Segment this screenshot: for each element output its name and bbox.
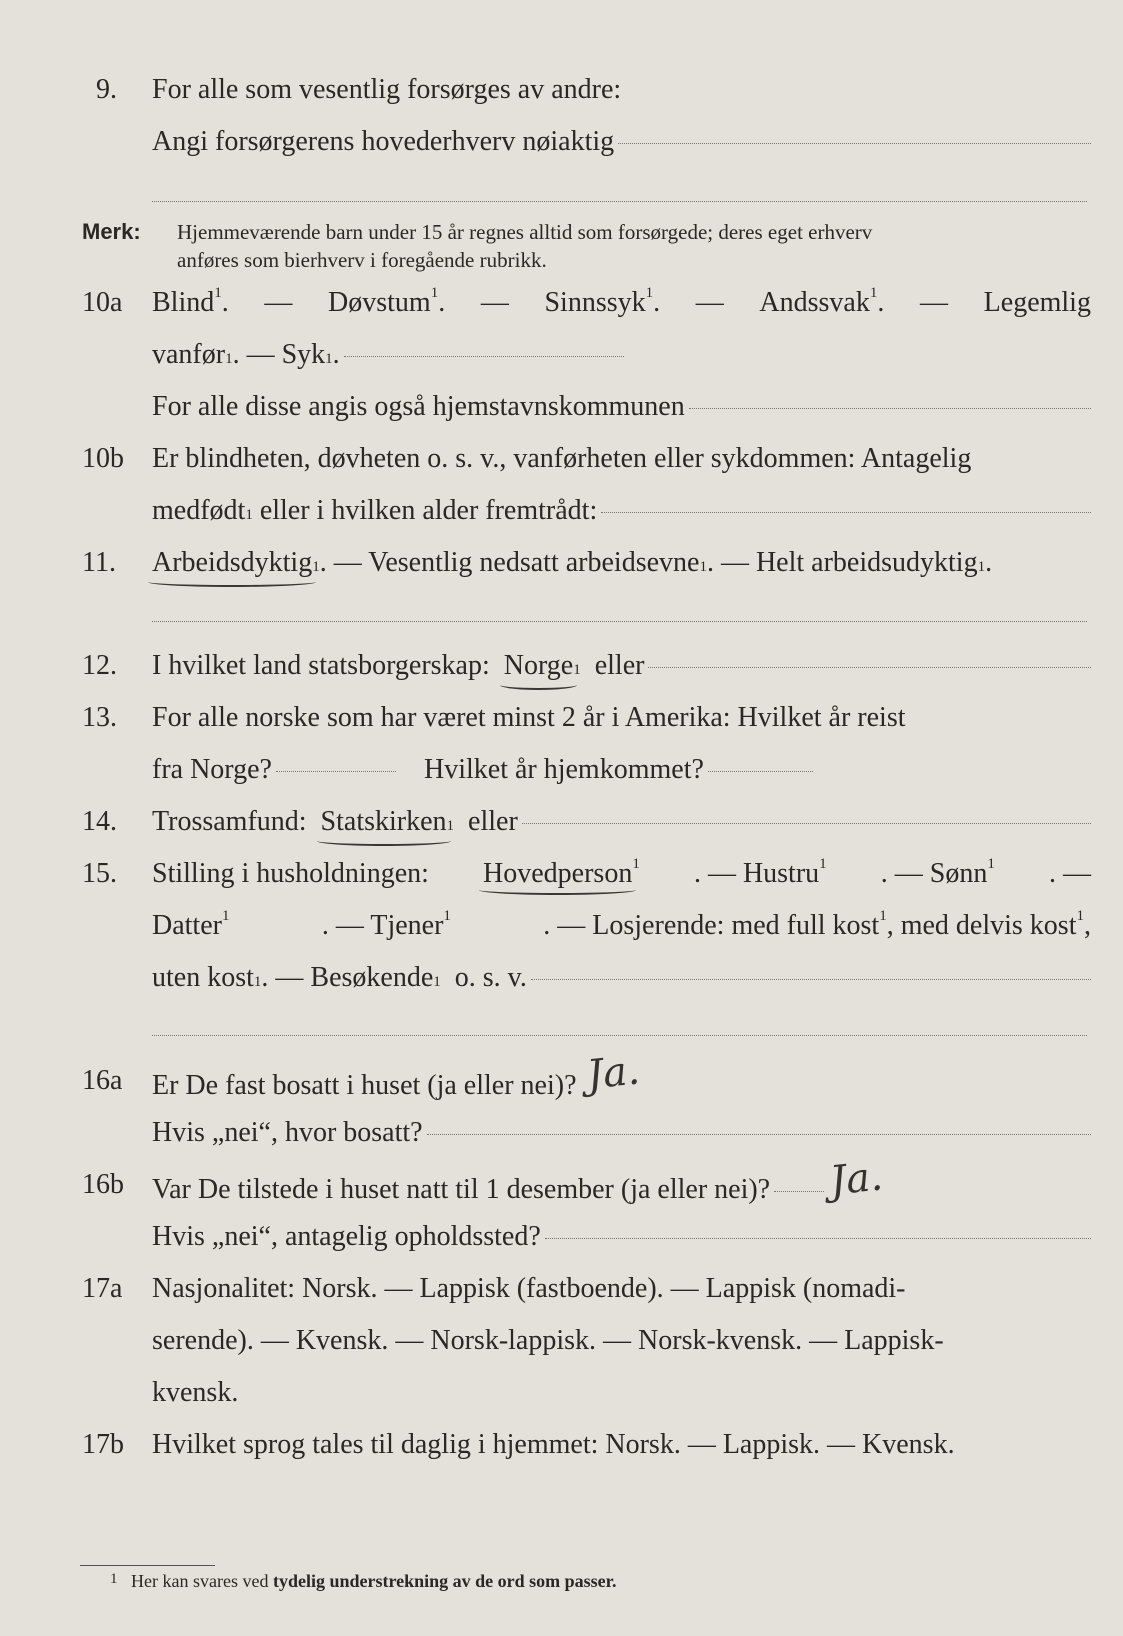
sup: 1 xyxy=(879,908,887,924)
q13-hjemkommet-line[interactable] xyxy=(708,770,813,772)
q10a-number: 10a xyxy=(82,287,123,318)
sup: 1 xyxy=(1076,908,1084,924)
q11-number: 11. xyxy=(82,547,116,578)
q16b-number: 16b xyxy=(82,1169,124,1200)
q13-number: 13. xyxy=(82,702,117,733)
sup: 1 xyxy=(632,856,640,872)
q10a-options xyxy=(152,285,1091,321)
q15-hovedperson[interactable]: Hovedperson xyxy=(483,858,633,889)
q16a-line1: Er De fast bosatt i huset (ja eller nei)? xyxy=(152,1070,577,1101)
q10a-syk[interactable]: — Syk xyxy=(246,339,326,370)
sup: 1 xyxy=(819,856,827,872)
merk-line2: anføres som bierhverv i foregående rubrikk. xyxy=(177,248,547,272)
q16a-answer-line[interactable] xyxy=(427,1133,1091,1135)
q15-sonn[interactable]: . — Sønn xyxy=(880,858,988,889)
q12-answer-line[interactable] xyxy=(648,666,1091,668)
q10a-dash: — xyxy=(695,287,724,318)
q15-besokende[interactable]: . — Besøkende xyxy=(261,962,434,993)
q10a-dash: — xyxy=(480,287,509,318)
q10b-medfodt[interactable]: medfødt xyxy=(152,495,246,526)
q10a-option: Blind$^1$. xyxy=(152,285,229,318)
footnote-rule xyxy=(80,1565,215,1567)
q10a-option: Døvstum$^1$. xyxy=(328,285,446,318)
q17a-line3: kvensk. xyxy=(152,1377,239,1408)
q17b-number: 17b xyxy=(82,1429,124,1460)
sup: 1 xyxy=(987,856,995,872)
q15-delvis-kost[interactable]: , med delvis kost xyxy=(886,910,1077,941)
sup: 1 xyxy=(225,351,233,367)
footnote-text-b: tydelig understrekning av de ord som passer. xyxy=(272,1571,617,1591)
q9-number: 9. xyxy=(96,74,117,105)
q15-full-kost[interactable]: . — Losjerende: med full kost xyxy=(543,910,880,941)
q11-answer-line[interactable] xyxy=(152,620,1087,622)
q10a-option xyxy=(984,285,1091,321)
q16a-number: 16a xyxy=(82,1065,123,1096)
q9-answer-line-2[interactable] xyxy=(152,200,1087,202)
sup: 1 xyxy=(869,285,878,301)
merk-line1: Hjemmeværende barn under 15 år regnes alltid som forsørgede; deres eget erhverv xyxy=(177,220,873,244)
sup: 1 xyxy=(214,285,222,301)
footnote-text-a: Her kan svares ved xyxy=(131,1571,269,1591)
q12-eller: eller xyxy=(594,650,645,681)
q13-hjemkommet-label: Hvilket år hjemkommet? xyxy=(423,754,704,785)
q10a-dash: — xyxy=(264,287,293,318)
q10a-option: Sinnssyk$^1$. xyxy=(544,285,661,318)
q10a-option: Andssvak$^1$. xyxy=(759,285,885,318)
q16a-handwritten-answer[interactable]: Ja. xyxy=(584,1047,642,1099)
sup: 1 xyxy=(977,559,986,575)
sup: 1 xyxy=(443,908,451,924)
sup: 1 xyxy=(325,351,333,367)
q14-answer-line[interactable] xyxy=(522,822,1091,824)
q17b-line1: Hvilket sprog tales til daglig i hjemmet: Norsk. — Lappisk. — Kvensk. xyxy=(152,1429,955,1460)
q10a-option-blind[interactable]: Blind xyxy=(152,287,215,318)
sup: 1 xyxy=(221,908,230,924)
q13-line1: For alle norske som har været minst 2 år i Amerika: Hvilket år reist xyxy=(152,702,906,733)
q17a-line1: Nasjonalitet: Norsk. — Lappisk (fastboende). — Lappisk (nomadi- xyxy=(152,1273,906,1304)
q12-number: 12. xyxy=(82,650,117,681)
census-form-page: 9. For alle som vesentlig forsørges av andre: Angi forsørgerens hovederhverv nøiaktig Merk: Hjemmeværende barn under 15 år regnes alltid som forsørgede; deres eget erhverv anføres som bierhverv i foregående rubrikk. 10a Blind$^1$. — Døvstum$^1$. — Sinnssyk$^1$. — Andssvak$^1$. — Legemlig vanfør 1 . — Syk 1 . For alle disse angis også hjemstavnskommunen 10b Er blindheten, døvheten o. s. v., vanførheten eller sykdommen: Antagelig medfødt 1 eller i hvilken alder fremtrådt: 11. Arbeidsdyktig 1 . — Vesentlig nedsatt arbeidsevne 1 . — Helt arbeidsudyktig 1 . 12. I hvilket land statsborgerskap: Norge 1 eller 13. For alle norske som har været minst 2 år i Amerika: Hvilket år reist fra Norge? Hvilket år hjemkommet? 14. Trossamfund: Statskirken 1 eller 15. Stilling i husholdningen: Hovedperson$^1$ . — Hustru$^1$ . — Sønn$^1$ . — Datter$^1$ . — Tjener$^1$ . — Losjerende: med full kost$^1$, med delvis kost$^1$, uten kost 1 . — Besøkende 1 o. s. v. 16a Er De fast bosatt i huset (ja eller nei)? Ja. Hvis „nei“, hvor bosatt? 16b Var De tilstede i huset natt til 1 desember (ja eller nei)? Ja. Hvis „nei“, antagelig opholdssted? 17a Nasjonalitet: Norsk. — Lappisk (fastboende). — Lappisk (nomadi- serende). — Kvensk. — Norsk-lappisk. — Norsk-kvensk. — Lappisk- kvensk. 17b Hvilket sprog tales til daglig i hjemmet: Norsk. — Lappisk. — Kvensk. $^1$ Her kan svares ved tydelig understrekning av de ord som passer. xyxy=(82,74,1091,1591)
q9-answer-line[interactable] xyxy=(618,142,1091,144)
q9-line1: For alle som vesentlig forsørges av andre: xyxy=(152,74,622,105)
q10a-dash: — xyxy=(920,287,949,318)
q10a-hjemstavn-line[interactable] xyxy=(689,407,1091,409)
q15-label: Stilling i husholdningen: xyxy=(152,858,429,889)
q15-datter[interactable]: Datter xyxy=(152,910,222,941)
sup: 1 xyxy=(245,507,253,523)
sup: 1 xyxy=(446,818,455,834)
q14-eller: eller xyxy=(468,806,518,837)
q16b-opholdssted-line[interactable] xyxy=(545,1237,1091,1239)
footnote xyxy=(110,1571,617,1592)
q10a-option-legemlig[interactable]: Legemlig xyxy=(983,287,1091,318)
q10a-option-sinnssyk[interactable]: Sinnssyk xyxy=(544,287,646,318)
q10a-option-døvstum[interactable]: Døvstum xyxy=(328,287,431,318)
sup: 1 xyxy=(430,285,439,301)
sup: 1 xyxy=(699,559,707,575)
q11-udyktig[interactable]: . — Helt arbeidsudyktig xyxy=(706,547,978,578)
q15-dash: . — xyxy=(1048,858,1091,889)
q10a-answer-line[interactable] xyxy=(344,355,624,357)
q10b-number: 10b xyxy=(82,443,124,474)
q17a-number: 17a xyxy=(82,1273,123,1304)
sup: 1 xyxy=(312,559,320,575)
q10b-line2: eller i hvilken alder fremtrådt: xyxy=(259,495,598,526)
q17a-line2: serende). — Kvensk. — Norsk-lappisk. — Norsk-kvensk. — Lappisk- xyxy=(152,1325,944,1356)
q15-answer-line[interactable] xyxy=(531,978,1091,980)
q15-comma: , xyxy=(1083,910,1091,941)
q16a-line2: Hvis „nei“, hvor bosatt? xyxy=(152,1117,423,1148)
q13-reist-label: fra Norge? xyxy=(152,754,272,785)
q15-answer-line-2[interactable] xyxy=(152,1034,1087,1036)
q10a-vanfor[interactable]: vanfør xyxy=(152,339,226,370)
sup: 1 xyxy=(253,974,262,990)
q16b-line1: Var De tilstede i huset natt til 1 desember (ja eller nei)? xyxy=(152,1174,771,1205)
footnote-mark: 1 xyxy=(110,1571,118,1587)
q12-label: I hvilket land statsborgerskap: xyxy=(152,650,490,681)
q15-uten-kost[interactable]: uten kost xyxy=(152,962,254,993)
merk-label: Merk: xyxy=(82,219,141,244)
q13-reist-line[interactable] xyxy=(276,770,396,772)
sup: 1 xyxy=(645,285,654,301)
sup: 1 xyxy=(573,662,581,678)
q14-label: Trossamfund: xyxy=(152,806,307,837)
sup: 1 xyxy=(433,974,441,990)
q11-nedsatt[interactable]: . — Vesentlig nedsatt arbeidsevne xyxy=(319,547,700,578)
q11-arbeidsdyktig[interactable]: Arbeidsdyktig xyxy=(152,545,312,581)
q14-statskirken[interactable]: Statskirken xyxy=(321,804,447,840)
q16b-answer-line[interactable] xyxy=(774,1190,824,1192)
q12-norge[interactable]: Norge xyxy=(504,648,573,684)
q15-hustru[interactable]: . — Hustru xyxy=(693,858,820,889)
q15-osv: o. s. v. xyxy=(454,962,527,993)
q10a-option-andssvak[interactable]: Andssvak xyxy=(759,287,870,318)
q10a-line3: For alle disse angis også hjemstavnskommunen xyxy=(152,391,685,422)
q14-number: 14. xyxy=(82,806,117,837)
q9-line2: Angi forsørgerens hovederhverv nøiaktig xyxy=(152,126,615,157)
q10b-answer-line[interactable] xyxy=(601,511,1091,513)
q16b-handwritten-answer[interactable]: Ja. xyxy=(827,1153,885,1205)
q16b-line2: Hvis „nei“, antagelig opholdssted? xyxy=(152,1221,541,1252)
q10b-line1: Er blindheten, døvheten o. s. v., vanførheten eller sykdommen: Antagelig xyxy=(152,443,972,474)
q15-tjener[interactable]: . — Tjener xyxy=(321,910,444,941)
q15-number: 15. xyxy=(82,858,117,889)
